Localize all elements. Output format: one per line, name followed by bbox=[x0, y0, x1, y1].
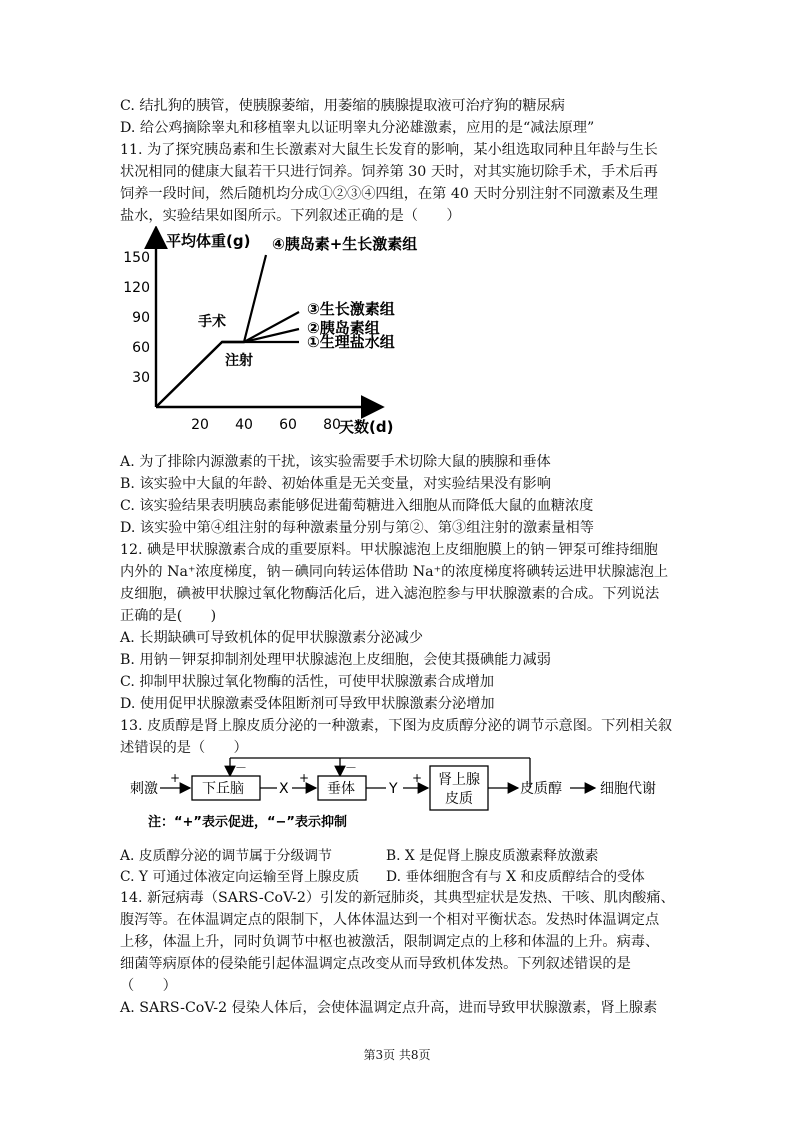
metabolism-label: 细胞代谢 bbox=[600, 781, 656, 797]
plus-sign-1: + bbox=[170, 771, 181, 785]
question-12-line-4: 正确的是( ) bbox=[120, 608, 217, 624]
question-11-line-4: 盐水，实验结果如图所示。下列叙述正确的是（ ） bbox=[120, 208, 461, 224]
x-tick-label: 60 bbox=[279, 417, 297, 433]
x-axis-label: 天数(d) bbox=[339, 418, 394, 436]
option-b-q13: B. X 是促肾上腺皮质激素释放激素 bbox=[386, 848, 599, 864]
cortisol-label: 皮质醇 bbox=[520, 781, 562, 797]
question-11-line-1: 11. 为了探究胰岛素和生长激素对大鼠生长发育的影响，某小组选取同种且年龄与生长 bbox=[120, 142, 658, 158]
page-footer: 第3页 共8页 bbox=[363, 1048, 431, 1062]
option-c-q13: C. Y 可通过体液定向运输至肾上腺皮质 bbox=[120, 869, 360, 885]
question-13-line-1: 13. 皮质醇是肾上腺皮质分泌的一种激素，下图为皮质醇分泌的调节示意图。下列相关叙 bbox=[120, 718, 673, 734]
option-a-q13: A. 皮质醇分泌的调节属于分级调节 bbox=[120, 848, 332, 864]
option-b-q11: B. 该实验中大鼠的年龄、初始体重是无关变量，对实验结果没有影响 bbox=[120, 476, 551, 492]
series-line-1 bbox=[156, 342, 299, 407]
question-14-line-3: 上移，体温上升，同时负调节中枢也被激活，限制调定点的上移和体温的上升。病毒、 bbox=[120, 934, 660, 950]
plus-sign-3: + bbox=[412, 771, 423, 785]
series-label-3: ③生长激素组 bbox=[307, 300, 395, 318]
option-a-q11: A. 为了排除内源激素的干扰，该实验需要手术切除大鼠的胰腺和垂体 bbox=[120, 454, 551, 470]
x-tick-label: 80 bbox=[323, 417, 341, 433]
option-d-q12: D. 使用促甲状腺激素受体阻断剂可导致甲状腺激素分泌增加 bbox=[120, 696, 495, 712]
question-11-line-2: 状况相同的健康大鼠若干只进行饲养。饲养第 30 天时，对其实施切除手术，手术后再 bbox=[120, 164, 658, 180]
option-c-q12: C. 抑制甲状腺过氧化物酶的活性，可使甲状腺激素合成增加 bbox=[120, 674, 495, 690]
y-tick-label: 60 bbox=[132, 340, 150, 356]
option-d-q10: D. 给公鸡摘除睾丸和移植睾丸以证明睾丸分泌雄激素，应用的是“减法原理” bbox=[120, 120, 595, 136]
x-hormone-label: X bbox=[279, 781, 289, 797]
pituitary-label: 垂体 bbox=[327, 781, 355, 797]
x-tick-label: 20 bbox=[191, 417, 209, 433]
option-d-q11: D. 该实验中第④组注射的每种激素量分别与第②、第③组注射的激素量相等 bbox=[120, 520, 594, 536]
injection-annotation: 注射 bbox=[225, 353, 253, 369]
y-tick-label: 150 bbox=[123, 250, 150, 266]
x-tick-label: 40 bbox=[235, 417, 253, 433]
y-tick-label: 120 bbox=[123, 280, 150, 296]
series-line-4 bbox=[156, 255, 266, 407]
series-label-1: ①生理盐水组 bbox=[307, 333, 395, 351]
question-12-line-1: 12. 碘是甲状腺激素合成的重要原料。甲状腺滤泡上皮细胞膜上的钠－钾泵可维持细胞 bbox=[120, 542, 658, 558]
option-a-q12: A. 长期缺碘可导致机体的促甲状腺激素分泌减少 bbox=[120, 630, 424, 646]
growth-chart bbox=[120, 226, 420, 446]
diagram-note: 注：“+”表示促进，“−”表示抑制 bbox=[148, 815, 347, 830]
question-12-line-3: 皮细胞，碘被甲状腺过氧化物酶活化后，进入滤泡腔参与甲状腺激素的合成。下列说法 bbox=[120, 586, 660, 602]
minus-sign-pituitary: － bbox=[345, 761, 358, 775]
question-14-line-1: 14. 新冠病毒（SARS-CoV-2）引发的新冠肺炎，其典型症状是发热、干咳、肌肉酸痛、 bbox=[120, 890, 675, 906]
adrenal-label-1: 肾上腺 bbox=[438, 772, 480, 788]
option-c-q11: C. 该实验结果表明胰岛素能够促进葡萄糖进入细胞从而降低大鼠的血糖浓度 bbox=[120, 498, 594, 514]
question-14-line-4: 细菌等病原体的侵染能引起体温调定点改变从而导致机体发热。下列叙述错误的是 bbox=[120, 956, 631, 972]
option-b-q12: B. 用钠－钾泵抑制剂处理甲状腺滤泡上皮细胞，会使其摄碘能力减弱 bbox=[120, 652, 551, 668]
question-12-line-2: 内外的 Na⁺浓度梯度，钠－碘同向转运体借助 Na⁺的浓度梯度将碘转运进甲状腺滤泡上 bbox=[120, 564, 669, 580]
minus-sign-hypothalamus: － bbox=[235, 761, 248, 775]
question-14-line-2: 腹泻等。在体温调定点的限制下，人体体温达到一个相对平衡状态。发热时体温调定点 bbox=[120, 912, 660, 928]
series-label-2: ②胰岛素组 bbox=[307, 319, 380, 337]
adrenal-label-2: 皮质 bbox=[445, 791, 473, 807]
series-label-4: ④胰岛素+生长激素组 bbox=[272, 235, 418, 253]
hypothalamus-label: 下丘脑 bbox=[202, 781, 244, 797]
y-tick-label: 90 bbox=[132, 310, 150, 326]
question-13-line-2: 述错误的是（ ） bbox=[120, 740, 248, 756]
option-c-q10: C. 结扎狗的胰管，使胰腺萎缩，用萎缩的胰腺提取液可治疗狗的糖尿病 bbox=[120, 98, 565, 114]
y-hormone-label: Y bbox=[389, 781, 398, 797]
option-a-q14: A. SARS-CoV-2 侵染人体后，会使体温调定点升高，进而导致甲状腺激素，肾上腺素 bbox=[120, 1000, 658, 1016]
question-11-line-3: 饲养一段时间，然后随机均分成①②③④四组，在第 40 天时分别注射不同激素及生理 bbox=[120, 186, 658, 202]
y-axis-label: 平均体重(g) bbox=[166, 232, 251, 250]
surgery-annotation: 手术 bbox=[198, 314, 226, 330]
option-d-q13: D. 垂体细胞含有与 X 和皮质醇结合的受体 bbox=[386, 869, 645, 885]
stimulus-label: 刺激 bbox=[130, 781, 158, 797]
y-tick-label: 30 bbox=[132, 370, 150, 386]
cortisol-regulation-diagram bbox=[120, 748, 680, 838]
plus-sign-2: + bbox=[299, 771, 310, 785]
question-14-line-5: （ ） bbox=[120, 978, 177, 994]
